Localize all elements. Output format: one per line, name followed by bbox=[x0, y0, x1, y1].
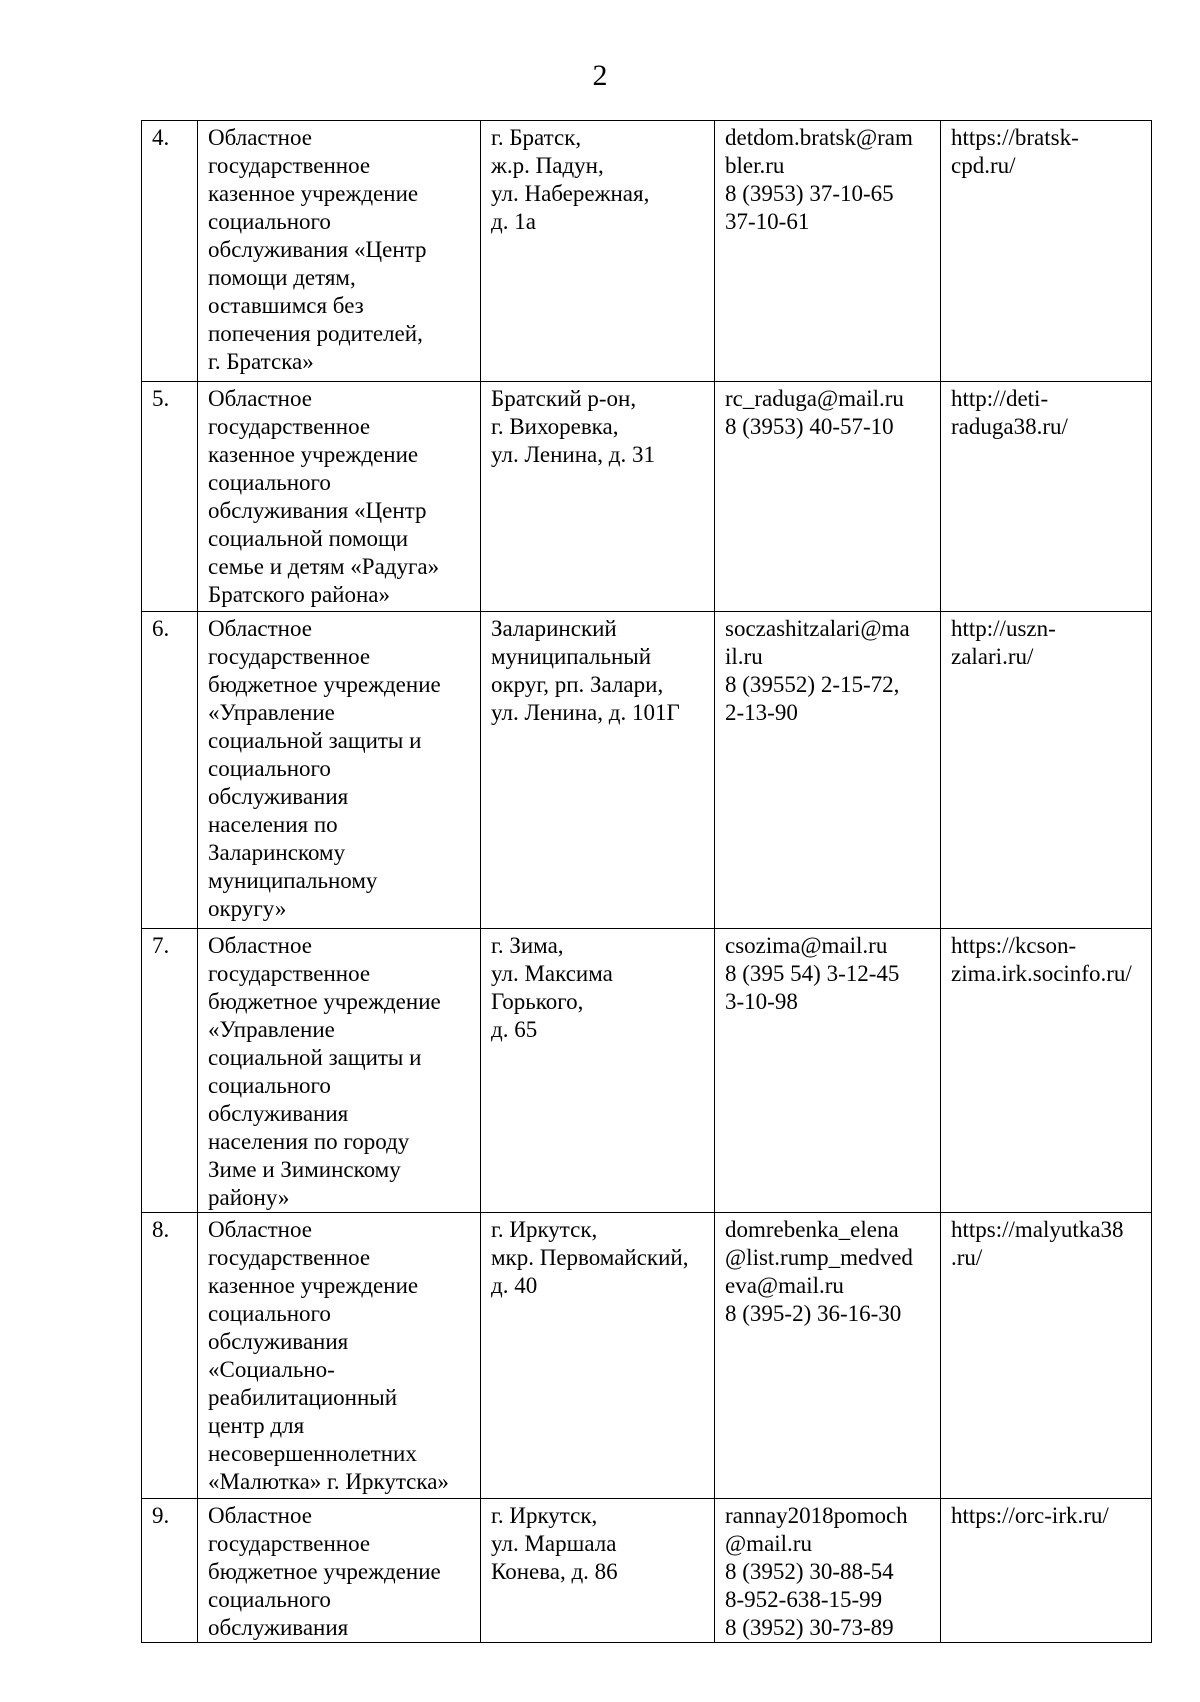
cell-text-line: г. Иркутск, bbox=[491, 1503, 598, 1528]
cell-text-line: 8-952-638-15-99 bbox=[725, 1587, 883, 1612]
cell-text-line: социальной помощи bbox=[208, 526, 409, 551]
cell-text-line: мкр. Первомайский, bbox=[491, 1245, 689, 1270]
address-cell bbox=[481, 929, 715, 1213]
address-cell bbox=[481, 1499, 715, 1643]
cell-text-line: округ, рп. Залари, bbox=[491, 672, 664, 697]
contacts-cell bbox=[715, 929, 941, 1213]
cell-text-line: Областное bbox=[208, 616, 312, 641]
row-number-cell bbox=[142, 1213, 198, 1499]
cell-text-line: округу» bbox=[208, 896, 287, 921]
cell-text-line: il.ru bbox=[725, 644, 763, 669]
cell-text-line: «Управление bbox=[208, 1017, 335, 1042]
table-row bbox=[142, 382, 1152, 612]
row-number-cell bbox=[142, 382, 198, 612]
cell-text-line: бюджетное учреждение bbox=[208, 1559, 441, 1584]
cell-text-line: г. Зима, bbox=[491, 933, 564, 958]
cell-text-line: https://bratsk- bbox=[951, 125, 1079, 150]
cell-text-line: обслуживания bbox=[208, 1615, 349, 1640]
cell-text-line: социального bbox=[208, 1073, 331, 1098]
cell-text-line: бюджетное учреждение bbox=[208, 989, 441, 1014]
cell-text-line: несовершеннолетних bbox=[208, 1441, 417, 1466]
row-number-cell bbox=[142, 929, 198, 1213]
cell-text-line: Зиме и Зиминскому bbox=[208, 1157, 401, 1182]
cell-text-line: Конева, д. 86 bbox=[491, 1559, 618, 1584]
cell-text-line: 8 (39552) 2-15-72, bbox=[725, 672, 900, 697]
cell-text-line: д. 65 bbox=[491, 1017, 538, 1042]
cell-text-line: д. 1а bbox=[491, 209, 536, 234]
cell-text-line: г. Братск, bbox=[491, 125, 582, 150]
institution-name-cell bbox=[198, 1499, 481, 1643]
cell-text-line: социальной защиты и bbox=[208, 1045, 422, 1070]
cell-text-line: г. Братска» bbox=[208, 349, 314, 374]
cell-text-line: ул. Ленина, д. 31 bbox=[491, 442, 655, 467]
cell-text-line: Заларинский bbox=[491, 616, 617, 641]
cell-text-line: rannay2018pomoch bbox=[725, 1503, 908, 1528]
cell-text-line: муниципальному bbox=[208, 868, 378, 893]
cell-text-line: Братского района» bbox=[208, 582, 391, 607]
cell-text-line: http://deti- bbox=[951, 386, 1049, 411]
cell-text-line: д. 40 bbox=[491, 1273, 538, 1298]
cell-text-line: Заларинскому bbox=[208, 840, 346, 865]
cell-text-line: социальной защиты и bbox=[208, 728, 422, 753]
cell-text-line: 8 (395-2) 36-16-30 bbox=[725, 1301, 902, 1326]
cell-text-line: detdom.bratsk@ram bbox=[725, 125, 913, 150]
cell-text-line: ул. Маршала bbox=[491, 1531, 617, 1556]
cell-text-line: обслуживания bbox=[208, 1101, 349, 1126]
cell-text-line: социального bbox=[208, 470, 331, 495]
cell-text-line: социального bbox=[208, 756, 331, 781]
cell-text-line: Областное bbox=[208, 933, 312, 958]
cell-text-line: населения по городу bbox=[208, 1129, 410, 1154]
cell-text-line: ул. Набережная, bbox=[491, 181, 650, 206]
table-body bbox=[142, 121, 1152, 1643]
cell-text-line: http://uszn- bbox=[951, 616, 1056, 641]
cell-text-line: Областное bbox=[208, 125, 312, 150]
website-cell bbox=[941, 382, 1152, 612]
cell-text-line: обслуживания «Центр bbox=[208, 237, 427, 262]
page-number: 2 bbox=[592, 59, 608, 92]
cell-text-line: г. Иркутск, bbox=[491, 1217, 598, 1242]
institution-name-cell bbox=[198, 1213, 481, 1499]
cell-text-line: Областное bbox=[208, 386, 312, 411]
cell-text-line: государственное bbox=[208, 1531, 371, 1556]
cell-text-line: https://orc-irk.ru/ bbox=[951, 1503, 1109, 1528]
cell-text-line: 2-13-90 bbox=[725, 700, 798, 725]
row-number: 6. bbox=[152, 616, 170, 641]
cell-text-line: социального bbox=[208, 209, 331, 234]
table-row bbox=[142, 121, 1152, 382]
cell-text-line: 8 (3952) 30-73-89 bbox=[725, 1615, 894, 1640]
cell-text-line: «Управление bbox=[208, 700, 335, 725]
cell-text-line: социального bbox=[208, 1301, 331, 1326]
cell-text-line: казенное учреждение bbox=[208, 1273, 419, 1298]
row-number: 4. bbox=[152, 125, 170, 150]
cell-text-line: обслуживания bbox=[208, 1329, 349, 1354]
cell-text-line: попечения родителей, bbox=[208, 321, 423, 346]
cell-text-line: bler.ru bbox=[725, 153, 785, 178]
cell-text-line: https://malyutka38 bbox=[951, 1217, 1124, 1242]
cell-text-line: ул. Максима bbox=[491, 961, 613, 986]
cell-text-line: бюджетное учреждение bbox=[208, 672, 441, 697]
contacts-cell bbox=[715, 1499, 941, 1643]
cell-text-line: cpd.ru/ bbox=[951, 153, 1016, 178]
cell-text-line: казенное учреждение bbox=[208, 442, 419, 467]
institution-name-cell bbox=[198, 121, 481, 382]
website-cell bbox=[941, 121, 1152, 382]
cell-text-line: «Малютка» г. Иркутска» bbox=[208, 1469, 449, 1494]
row-number-cell bbox=[142, 121, 198, 382]
cell-text-line: 8 (3952) 30-88-54 bbox=[725, 1559, 894, 1584]
website-cell bbox=[941, 1213, 1152, 1499]
cell-text-line: обслуживания bbox=[208, 784, 349, 809]
cell-text-line: государственное bbox=[208, 961, 371, 986]
cell-text-line: реабилитационный bbox=[208, 1385, 398, 1410]
cell-text-line: социального bbox=[208, 1587, 331, 1612]
row-number: 5. bbox=[152, 386, 170, 411]
cell-text-line: государственное bbox=[208, 1245, 371, 1270]
cell-text-line: eva@mail.ru bbox=[725, 1273, 844, 1298]
cell-text-line: 8 (3953) 40-57-10 bbox=[725, 414, 894, 439]
cell-text-line: муниципальный bbox=[491, 644, 652, 669]
cell-text-line: soczashitzalari@ma bbox=[725, 616, 910, 641]
cell-text-line: raduga38.ru/ bbox=[951, 414, 1068, 439]
cell-text-line: 8 (395 54) 3-12-45 bbox=[725, 961, 900, 986]
cell-text-line: Областное bbox=[208, 1503, 312, 1528]
institution-name-cell bbox=[198, 612, 481, 929]
row-number: 8. bbox=[152, 1217, 170, 1242]
cell-text-line: казенное учреждение bbox=[208, 181, 419, 206]
cell-text-line: 37-10-61 bbox=[725, 209, 810, 234]
cell-text-line: семье и детям «Радуга» bbox=[208, 554, 440, 579]
address-cell bbox=[481, 1213, 715, 1499]
contacts-cell bbox=[715, 382, 941, 612]
cell-text-line: ж.р. Падун, bbox=[491, 153, 604, 178]
cell-text-line: 3-10-98 bbox=[725, 989, 798, 1014]
cell-text-line: ул. Ленина, д. 101Г bbox=[491, 700, 680, 725]
cell-text-line: zalari.ru/ bbox=[951, 644, 1034, 669]
row-number-cell bbox=[142, 1499, 198, 1643]
website-cell bbox=[941, 929, 1152, 1213]
table-row bbox=[142, 612, 1152, 929]
row-number-cell bbox=[142, 612, 198, 929]
address-cell bbox=[481, 121, 715, 382]
institutions-table bbox=[141, 120, 1152, 1643]
cell-text-line: центр для bbox=[208, 1413, 305, 1438]
cell-text-line: оставшимся без bbox=[208, 293, 364, 318]
institution-name-cell bbox=[198, 382, 481, 612]
cell-text-line: 8 (3953) 37-10-65 bbox=[725, 181, 894, 206]
cell-text-line: @mail.ru bbox=[725, 1531, 812, 1556]
cell-text-line: помощи детям, bbox=[208, 265, 356, 290]
institution-name-cell bbox=[198, 929, 481, 1213]
cell-text-line: csozima@mail.ru bbox=[725, 933, 888, 958]
address-cell bbox=[481, 612, 715, 929]
cell-text-line: domrebenka_elena bbox=[725, 1217, 899, 1242]
contacts-cell bbox=[715, 121, 941, 382]
cell-text-line: Братский р-он, bbox=[491, 386, 637, 411]
cell-text-line: rc_raduga@mail.ru bbox=[725, 386, 904, 411]
cell-text-line: району» bbox=[208, 1185, 290, 1210]
website-cell bbox=[941, 612, 1152, 929]
cell-text-line: .ru/ bbox=[951, 1245, 983, 1270]
table-row bbox=[142, 1213, 1152, 1499]
cell-text-line: @list.rump_medved bbox=[725, 1245, 913, 1270]
cell-text-line: «Социально- bbox=[208, 1357, 335, 1382]
row-number: 7. bbox=[152, 933, 170, 958]
cell-text-line: обслуживания «Центр bbox=[208, 498, 427, 523]
cell-text-line: Горького, bbox=[491, 989, 584, 1014]
address-cell bbox=[481, 382, 715, 612]
table-row bbox=[142, 929, 1152, 1213]
cell-text-line: Областное bbox=[208, 1217, 312, 1242]
cell-text-line: государственное bbox=[208, 644, 371, 669]
contacts-cell bbox=[715, 612, 941, 929]
contacts-cell bbox=[715, 1213, 941, 1499]
cell-text-line: https://kcson- bbox=[951, 933, 1077, 958]
cell-text-line: государственное bbox=[208, 414, 371, 439]
website-cell bbox=[941, 1499, 1152, 1643]
table-row bbox=[142, 1499, 1152, 1643]
row-number: 9. bbox=[152, 1503, 170, 1528]
cell-text-line: zima.irk.socinfo.ru/ bbox=[951, 961, 1132, 986]
cell-text-line: г. Вихоревка, bbox=[491, 414, 619, 439]
cell-text-line: государственное bbox=[208, 153, 371, 178]
cell-text-line: населения по bbox=[208, 812, 338, 837]
